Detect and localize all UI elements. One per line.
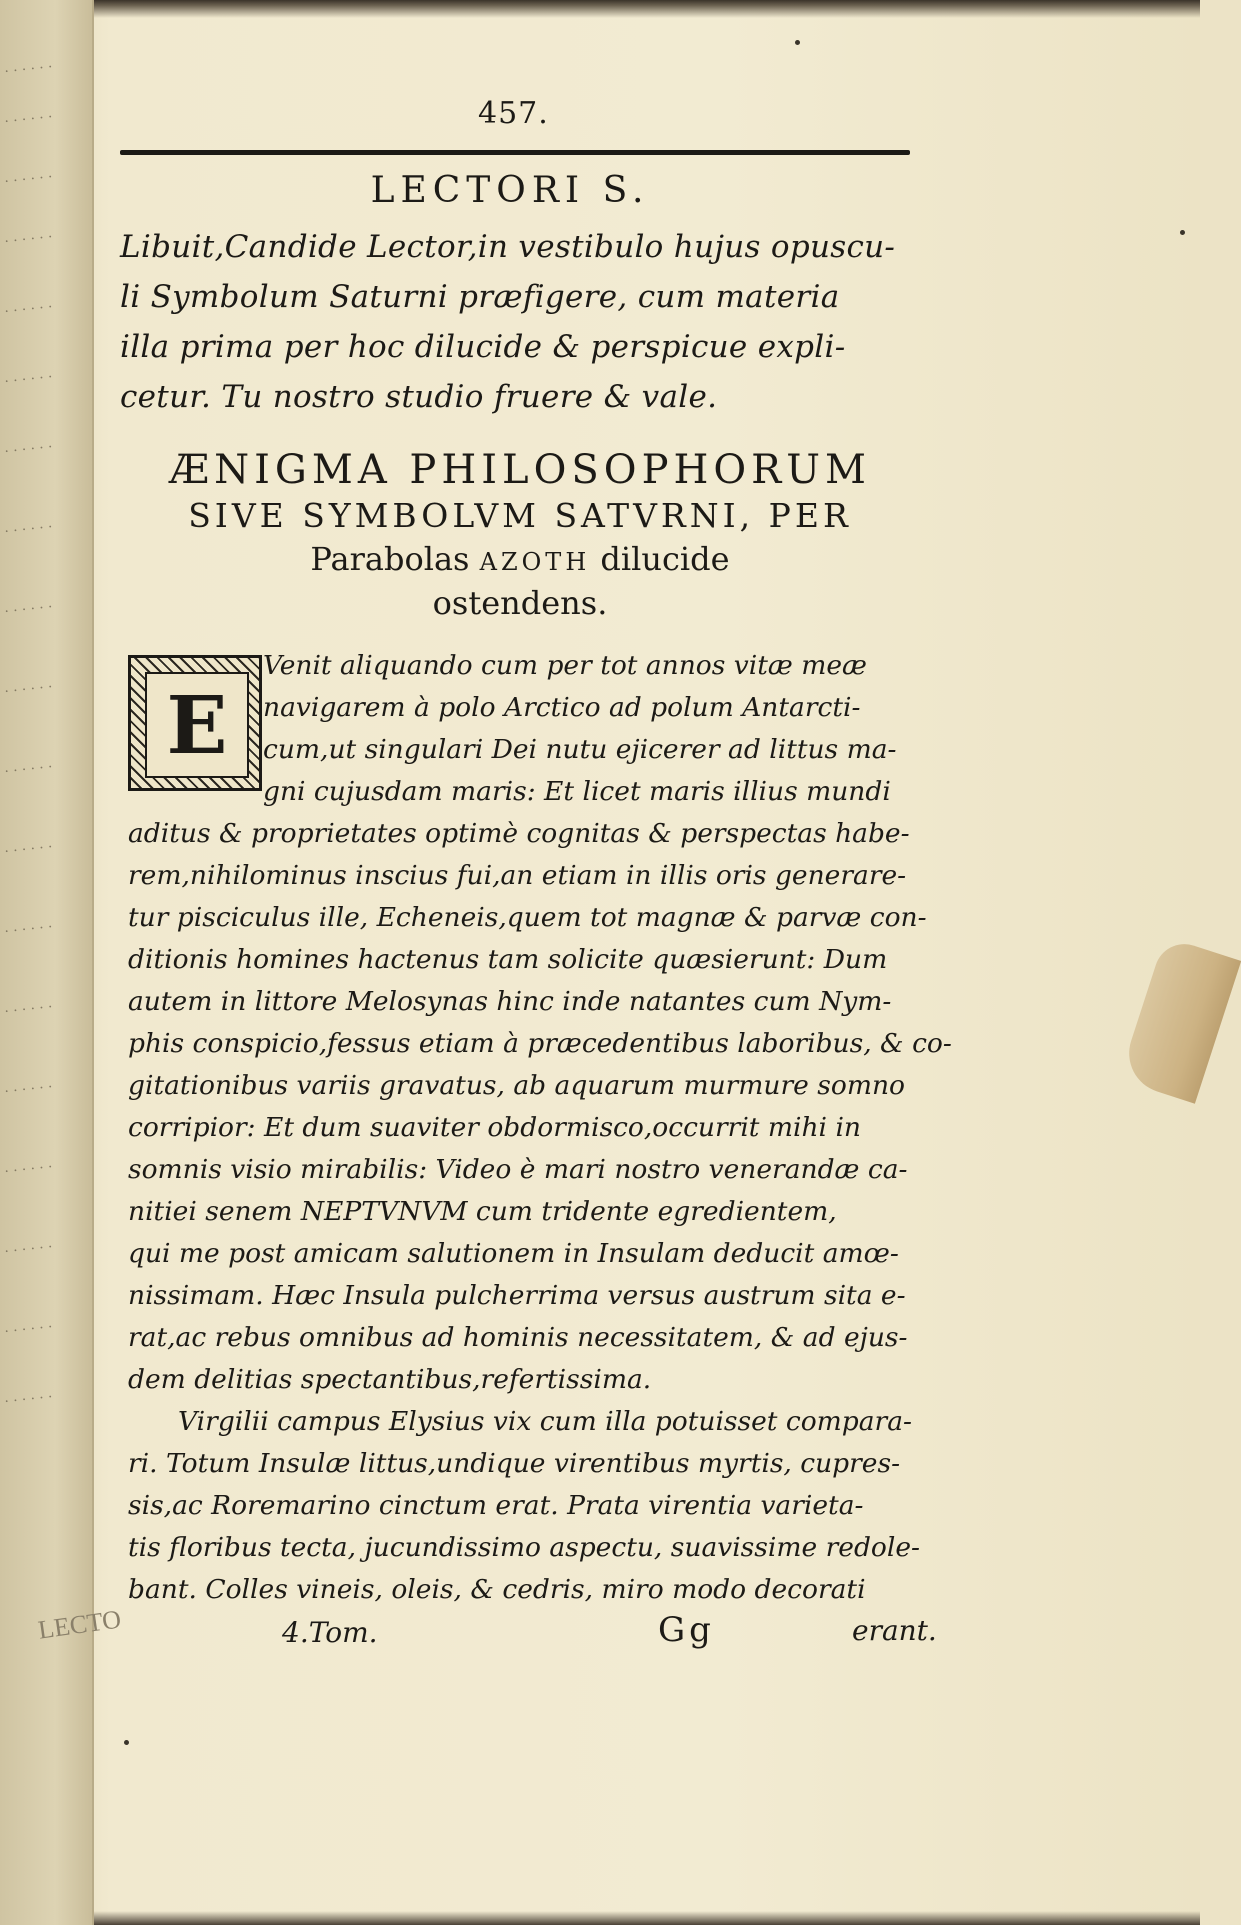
text-line: gni cujusdam maris: Et licet maris illius mundi — [263, 776, 891, 807]
title-word: dilucide — [600, 540, 730, 578]
bleed-text: · · · · · · — [3, 599, 54, 621]
bleed-text: · · · · · · — [3, 1319, 54, 1341]
text-line: nissimam. Hæc Insula pulcherrima versus austrum sita e- — [128, 1280, 906, 1311]
footer-catchword: erant. — [852, 1614, 937, 1647]
bleed-text: · · · · · · — [3, 369, 54, 391]
bleed-text: · · · · · · — [3, 1159, 54, 1181]
bleed-text: · · · · · · — [3, 999, 54, 1021]
text-line: rat,ac rebus omnibus ad hominis necessitatem, & ad ejus- — [128, 1322, 908, 1353]
title-smallcaps: AZOTH — [479, 548, 591, 576]
text-line: corripior: Et dum suaviter obdormisco,occurrit mihi in — [128, 1112, 861, 1143]
text-line: ditionis homines hactenus tam solicite quæsierunt: Dum — [128, 944, 888, 975]
text-line: tur pisciculus ille, Echeneis,quem tot magnæ & parvæ con- — [128, 902, 927, 933]
title-line: ÆNIGMA PHILOSOPHORUM — [169, 447, 871, 493]
text-line: qui me post amicam salutionem in Insulam deducit amœ- — [128, 1238, 899, 1269]
text-line: tis floribus tecta, jucundissimo aspectu, suavissime redole- — [128, 1532, 920, 1563]
facing-page-edge — [0, 0, 123, 1925]
text-line: gitationibus variis gravatus, ab aquarum murmure somno — [128, 1070, 905, 1101]
bottom-edge-shadow — [80, 1911, 1200, 1925]
text-line: Virgilii campus Elysius vix cum illa potuisset compara- — [178, 1406, 912, 1437]
bleed-text: · · · · · · — [3, 519, 54, 541]
bleed-text: · · · · · · — [3, 229, 54, 251]
preface-line: illa prima per hoc dilucide & perspicue expli- — [120, 329, 846, 365]
bleed-text: · · · · · · — [3, 109, 54, 131]
header-rule — [120, 150, 910, 155]
text-line: nitiei senem NEPTVNVM cum tridente egredientem, — [128, 1196, 837, 1227]
bleed-text: · · · · · · — [3, 299, 54, 321]
bleed-text: · · · · · · — [3, 439, 54, 461]
bleed-text: · · · · · · — [3, 169, 54, 191]
title-line: SIVE SYMBOLVM SATVRNI, PER — [188, 496, 852, 535]
paper-speck — [795, 40, 800, 45]
preface-paragraph — [120, 222, 920, 422]
preface-line: cetur. Tu nostro studio fruere & vale. — [120, 379, 718, 415]
text-line: somnis visio mirabilis: Video è mari nostro venerandæ ca- — [128, 1154, 908, 1185]
bleed-text: · · · · · · — [3, 1079, 54, 1101]
text-line: bant. Colles vineis, oleis, & cedris, miro modo decorati — [128, 1574, 866, 1605]
text-line: cum,ut singulari Dei nutu ejicerer ad littus ma- — [263, 734, 897, 765]
bleed-text: · · · · · · — [3, 1239, 54, 1261]
footer-volume: 4.Tom. — [282, 1616, 378, 1649]
title-line: ostendens. — [432, 584, 608, 622]
page-number: 457. — [478, 96, 549, 131]
text-line: phis conspicio,fessus etiam à præcedentibus laboribus, & co- — [128, 1028, 952, 1059]
text-line: ri. Totum Insulæ littus,undique virentibus myrtis, cupres- — [128, 1448, 901, 1479]
text-line: autem in littore Melosynas hinc inde natantes cum Nym- — [128, 986, 892, 1017]
page-tab-marker — [1119, 936, 1241, 1103]
text-line: navigarem à polo Arctico ad polum Antarcti- — [263, 692, 861, 723]
bleed-text: · · · · · · — [3, 839, 54, 861]
paper-speck — [124, 1740, 129, 1745]
main-text — [128, 645, 952, 1611]
text-line: rem,nihilominus inscius fui,an etiam in illis oris generare- — [128, 860, 907, 891]
paper-speck — [1180, 230, 1185, 235]
preface-line: Libuit,Candide Lector,in vestibulo hujus opuscu- — [120, 229, 896, 265]
text-line: Venit aliquando cum per tot annos vitæ meæ — [263, 650, 867, 681]
text-line: aditus & proprietates optimè cognitas & perspectas habe- — [128, 818, 910, 849]
bleed-text: · · · · · · — [3, 1389, 54, 1411]
bleed-text: · · · · · · — [3, 919, 54, 941]
title-word: Parabolas — [310, 540, 470, 578]
text-line: sis,ac Roremarino cinctum erat. Prata virentia varieta- — [128, 1490, 864, 1521]
bleed-text: · · · · · · — [3, 59, 54, 81]
footer-signature: Gg — [658, 1610, 715, 1650]
title-line — [120, 540, 920, 578]
bleed-text: · · · · · · — [3, 759, 54, 781]
facing-page-label: LECTO — [36, 1604, 123, 1645]
initial-letter: E — [166, 678, 228, 772]
bleed-text: · · · · · · — [3, 679, 54, 701]
top-edge-shadow — [90, 0, 1200, 18]
text-line: dem delitias spectantibus,refertissima. — [128, 1364, 652, 1395]
section-heading: LECTORI S. — [370, 170, 650, 211]
preface-line: li Symbolum Saturni præfigere, cum materia — [120, 279, 840, 315]
